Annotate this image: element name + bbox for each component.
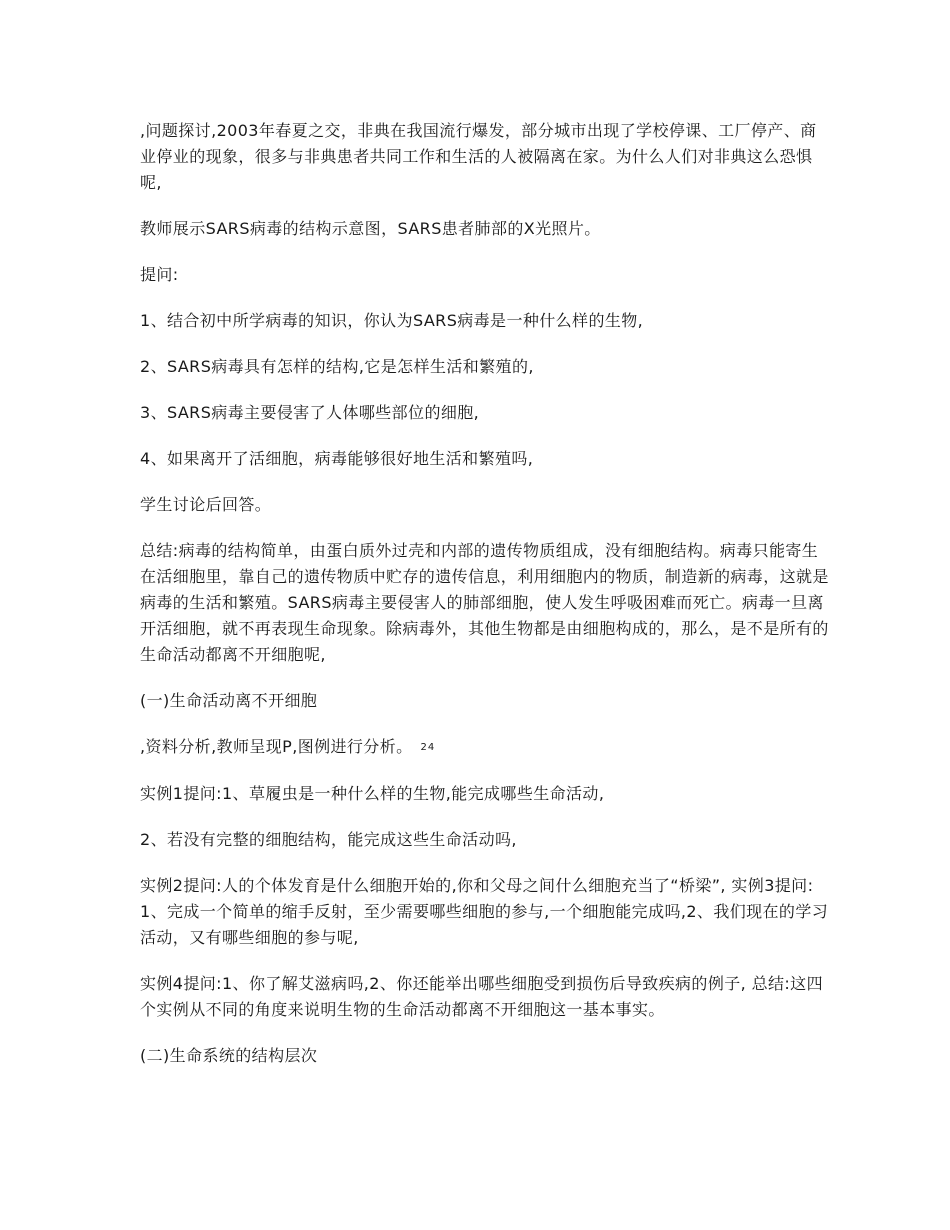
analysis-paragraph	[140, 734, 830, 761]
example-paragraph: 实例1提问:1、草履虫是一种什么样的生物,能完成哪些生命活动,	[140, 784, 605, 803]
page-reference: 24	[420, 742, 436, 753]
section-heading-1: (一)生命活动离不开细胞	[140, 691, 318, 710]
question-item: 4、如果离开了活细胞，病毒能够很好地生活和繁殖吗,	[140, 449, 534, 468]
example-paragraph: 实例4提问:1、你了解艾滋病吗,2、你还能举出哪些细胞受到损伤后导致疾病的例子, 总结:这四个实例从不同的角度来说明生物的生命活动都离不开细胞这一基本事实。	[140, 974, 823, 1019]
question-item: 2、SARS病毒具有怎样的结构,它是怎样生活和繁殖的,	[140, 357, 534, 376]
analysis-text: ,资料分析,教师呈现P,图例进行分析。	[140, 737, 413, 756]
student-discussion-paragraph: 学生讨论后回答。	[140, 495, 272, 514]
teacher-demo-paragraph: 教师展示SARS病毒的结构示意图，SARS患者肺部的X光照片。	[140, 219, 601, 238]
example-paragraph: 实例2提问:人的个体发育是什么细胞开始的,你和父母之间什么细胞充当了“桥梁”, 实例3提问:1、完成一个简单的缩手反射，至少需要哪些细胞的参与,一个细胞能完成吗,2、我们现在的学习活动，又有哪些细胞的参与呢,	[140, 876, 829, 947]
document-body	[140, 118, 830, 1089]
question-item: 1、结合初中所学病毒的知识，你认为SARS病毒是一种什么样的生物,	[140, 311, 644, 330]
question-heading: 提问:	[140, 265, 179, 284]
example-paragraph: 2、若没有完整的细胞结构，能完成这些生命活动吗,	[140, 830, 517, 849]
summary-paragraph: 总结:病毒的结构简单，由蛋白质外过壳和内部的遗传物质组成，没有细胞结构。病毒只能寄生在活细胞里，靠自己的遗传物质中贮存的遗传信息，利用细胞内的物质，制造新的病毒，这就是病毒的生活和繁殖。SARS病毒主要侵害人的肺部细胞，使人发生呼吸困难而死亡。病毒一旦离开活细胞，就不再表现生命现象。除病毒外，其他生物都是由细胞构成的，那么，是不是所有的生命活动都离不开细胞呢,	[140, 541, 829, 664]
question-item: 3、SARS病毒主要侵害了人体哪些部位的细胞,	[140, 403, 480, 422]
intro-paragraph: ,问题探讨,2003年春夏之交，非典在我国流行爆发，部分城市出现了学校停课、工厂停产、商业停业的现象，很多与非典患者共同工作和生活的人被隔离在家。为什么人们对非典这么恐惧呢,	[140, 121, 817, 192]
section-heading-2: (二)生命系统的结构层次	[140, 1046, 318, 1065]
